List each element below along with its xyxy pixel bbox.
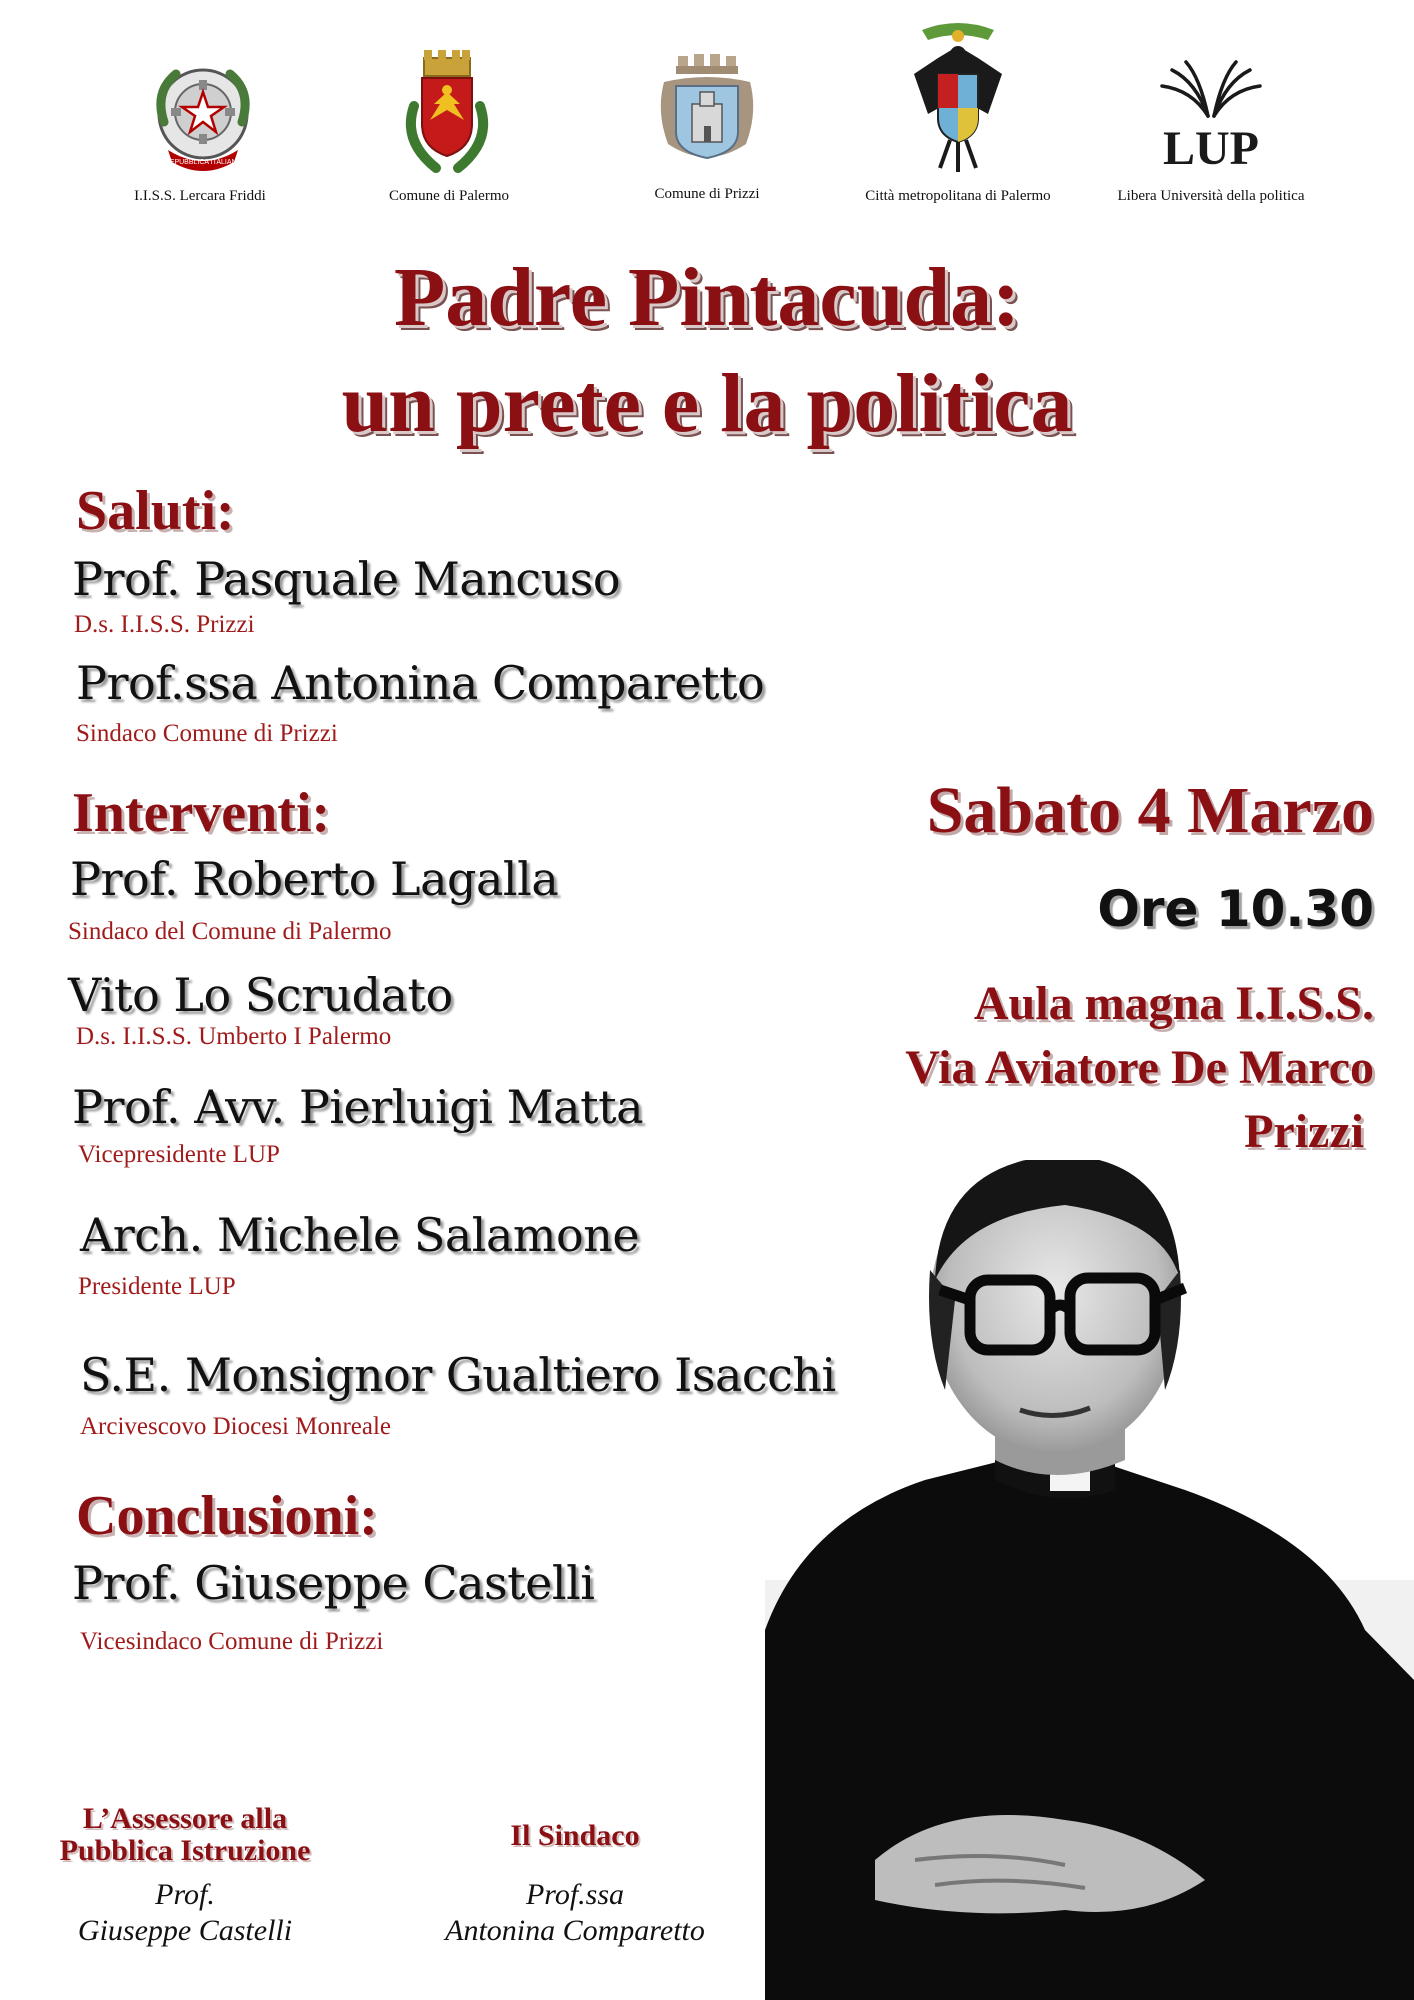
signature-title-line: Il Sindaco [510,1819,640,1852]
saluti-heading: Saluti: [76,480,235,542]
logo-caption: I.I.S.S. Lercara Friddi [134,188,266,204]
svg-text:LUP: LUP [1163,122,1259,170]
logo-caption: Libera Università della politica [1117,188,1305,204]
comune-prizzi-crest-icon [652,52,762,174]
speaker-role: Vicepresidente LUP [78,1141,280,1168]
speaker-role: Sindaco Comune di Prizzi [76,720,338,747]
speaker-name: Prof. Pasquale Mancuso [72,552,621,606]
event-time: Ore 10.30 [1097,880,1374,938]
speaker-role: Sindaco del Comune di Palermo [68,918,392,945]
citta-metropolitana-palermo-crest-icon [908,18,1008,178]
speaker-name: S.E. Monsignor Gualtiero Isacchi [80,1348,836,1402]
speaker-name: Prof. Roberto Lagalla [70,852,559,906]
portrait-photo [765,1160,1414,2000]
signature-name-line: Prof.ssa [525,1878,625,1911]
repubblica-italiana-emblem-icon [150,62,256,174]
speaker-name: Prof. Giuseppe Castelli [72,1556,595,1610]
speaker-name: Prof.ssa Antonina Comparetto [76,656,765,710]
signature-title-line: Pubblica Istruzione [59,1834,311,1867]
event-venue [905,972,1374,1164]
conclusioni-heading: Conclusioni: [76,1485,378,1547]
comune-palermo-crest-icon [394,46,500,176]
signature-title-line: L’Assessore alla [82,1802,288,1835]
speaker-role: Presidente LUP [78,1273,236,1300]
event-title-line1: Padre Pintacuda: [393,251,1021,344]
logo-caption: Città metropolitana di Palermo [865,188,1051,204]
event-title-line2: un prete e la politica [341,357,1073,450]
logo-caption: Comune di Prizzi [654,186,760,202]
speaker-role: D.s. I.I.S.S. Umberto I Palermo [76,1023,392,1050]
event-date: Sabato 4 Marzo [926,774,1374,847]
venue-line: Aula magna I.I.S.S. [973,977,1374,1030]
signature-name [30,1877,340,1949]
signature-title [30,1803,340,1867]
interventi-heading: Interventi: [72,782,331,844]
venue-line: Prizzi [1244,1105,1364,1158]
speaker-role: D.s. I.I.S.S. Prizzi [74,611,255,638]
signature-name-line: Giuseppe Castelli [77,1914,293,1947]
signature-name-line: Prof. [155,1878,215,1911]
speaker-name: Arch. Michele Salamone [80,1208,640,1262]
signature-name [410,1877,740,1949]
signature-title [410,1820,740,1852]
venue-line: Via Aviatore De Marco [905,1041,1374,1094]
lup-logo-icon [1152,60,1270,170]
speaker-name: Vito Lo Scrudato [68,968,453,1022]
speaker-role: Arcivescovo Diocesi Monreale [80,1413,391,1440]
svg-text:REPUBBLICA ITALIANA: REPUBBLICA ITALIANA [164,159,242,166]
logo-caption: Comune di Palermo [389,188,509,204]
speaker-role: Vicesindaco Comune di Prizzi [80,1628,384,1655]
speaker-name: Prof. Avv. Pierluigi Matta [72,1080,644,1134]
signature-name-line: Antonina Comparetto [445,1914,705,1947]
